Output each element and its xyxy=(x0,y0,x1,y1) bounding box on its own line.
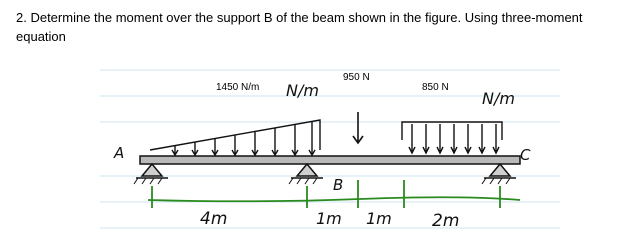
support-a xyxy=(134,164,168,184)
dimension-pq-label: 1m xyxy=(366,209,392,228)
question-text: 2. Determine the moment over the support B of the beam shown in the figure. Using three-moment equation xyxy=(16,10,583,44)
support-b xyxy=(289,164,323,184)
support-c xyxy=(482,164,516,184)
point-load-label: 950 N xyxy=(343,72,370,83)
triangular-load-unit: N/m xyxy=(286,81,319,100)
support-b-label: B xyxy=(333,176,344,194)
dimension-bp-label: 1m xyxy=(316,209,342,228)
triangular-load xyxy=(150,120,320,155)
uniform-load xyxy=(402,122,502,153)
uniform-load-outline xyxy=(402,122,502,140)
support-a-triangle xyxy=(142,164,162,176)
beam xyxy=(140,156,520,164)
support-c-label: C xyxy=(520,146,531,164)
dimension-qc-label: 2m xyxy=(432,211,460,231)
uniform-load-label: 850 N xyxy=(422,82,449,93)
point-load xyxy=(353,112,363,143)
support-a-label: A xyxy=(114,144,125,162)
dimension-baseline xyxy=(148,197,520,201)
dimension-ab-label: 4m xyxy=(200,209,228,229)
support-c-triangle xyxy=(490,164,510,176)
uniform-load-unit: N/m xyxy=(482,89,515,108)
triangular-load-label: 1450 N/m xyxy=(216,82,260,93)
support-b-triangle xyxy=(297,164,317,176)
